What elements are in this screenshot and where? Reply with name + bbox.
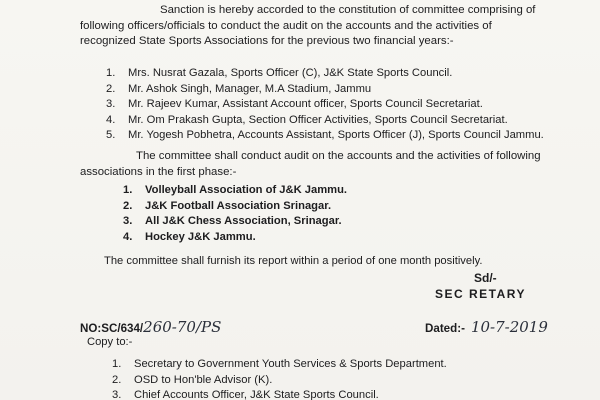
list-item: [106, 82, 544, 98]
item-text: Volleyball Association of J&K Jammu.: [145, 184, 348, 196]
intro-line: Sanction is hereby accorded to the constitution of committee comprising of: [160, 4, 536, 16]
dated-handwritten: 10-7-2019: [470, 318, 548, 336]
item-number: 1.: [123, 184, 133, 196]
item-number: 2.: [106, 82, 116, 95]
reference-number: [80, 318, 221, 336]
item-text: Secretary to Government Youth Services & Sports Department.: [134, 358, 447, 370]
item-text: All J&K Chess Association, Srinagar.: [145, 215, 342, 228]
item-text: Mr. Ashok Singh, Manager, M.A Stadium, Jammu: [128, 82, 372, 95]
item-number: 1.: [106, 67, 116, 79]
item-text: Mr. Rajeev Kumar, Assistant Account officer, Sports Council Secretariat.: [128, 98, 483, 111]
dated-line: [425, 318, 548, 336]
reference-handwritten: 260-70/PS: [143, 318, 222, 336]
item-text: Hockey J&K Jammu.: [145, 230, 256, 243]
item-text: Mr. Yogesh Pobhetra, Accounts Assistant, Sports Officer (J), Sports Council Jammu.: [128, 129, 544, 142]
copies-list: [112, 357, 447, 400]
officers-list: [106, 66, 544, 144]
list-item: [106, 113, 544, 129]
dated-label: Dated:-: [425, 322, 465, 335]
item-text: OSD to Hon'ble Advisor (K).: [134, 373, 273, 386]
list-item: [123, 199, 347, 215]
item-number: 3.: [123, 215, 133, 228]
list-item: [106, 97, 544, 113]
signature-sd: Sd/-: [474, 271, 497, 285]
item-number: 5.: [106, 129, 116, 142]
phase-paragraph: [80, 149, 580, 180]
item-text: J&K Football Association Srinagar.: [145, 199, 332, 212]
phase-line: The committee shall conduct audit on the accounts and the activities of following: [136, 150, 541, 162]
list-item: [112, 357, 447, 373]
item-number: 4.: [106, 113, 116, 126]
item-number: 2.: [112, 373, 122, 386]
item-text: Mr. Om Prakash Gupta, Section Officer Activities, Sports Council Secretariat.: [128, 113, 508, 126]
item-number: 3.: [112, 389, 122, 400]
item-number: 1.: [112, 358, 122, 370]
list-item: [106, 128, 544, 144]
signature-designation: SEC RETARY: [435, 287, 527, 301]
list-item: [112, 388, 447, 400]
reference-label: NO:SC/634/: [80, 322, 144, 335]
item-number: 4.: [123, 230, 133, 243]
intro-paragraph: [80, 3, 580, 50]
list-item: [123, 183, 347, 199]
list-item: [123, 230, 347, 246]
intro-line: following officers/officials to conduct the audit on the accounts and the activities of: [80, 19, 492, 32]
phase-line: associations in the first phase:-: [80, 165, 237, 178]
intro-line: recognized State Sports Associations for the previous two financial years:-: [80, 35, 454, 47]
copy-to-heading: Copy to:-: [87, 336, 133, 348]
report-paragraph: The committee shall furnish its report within a period of one month positively.: [104, 255, 483, 267]
item-number: 3.: [106, 98, 116, 111]
list-item: [112, 373, 447, 389]
associations-list: [123, 183, 347, 245]
item-number: 2.: [123, 199, 133, 212]
list-item: [106, 66, 544, 82]
item-text: Chief Accounts Officer, J&K State Sports Council.: [134, 389, 379, 400]
list-item: [123, 214, 347, 230]
item-text: Mrs. Nusrat Gazala, Sports Officer (C), J&K State Sports Council.: [128, 67, 453, 79]
